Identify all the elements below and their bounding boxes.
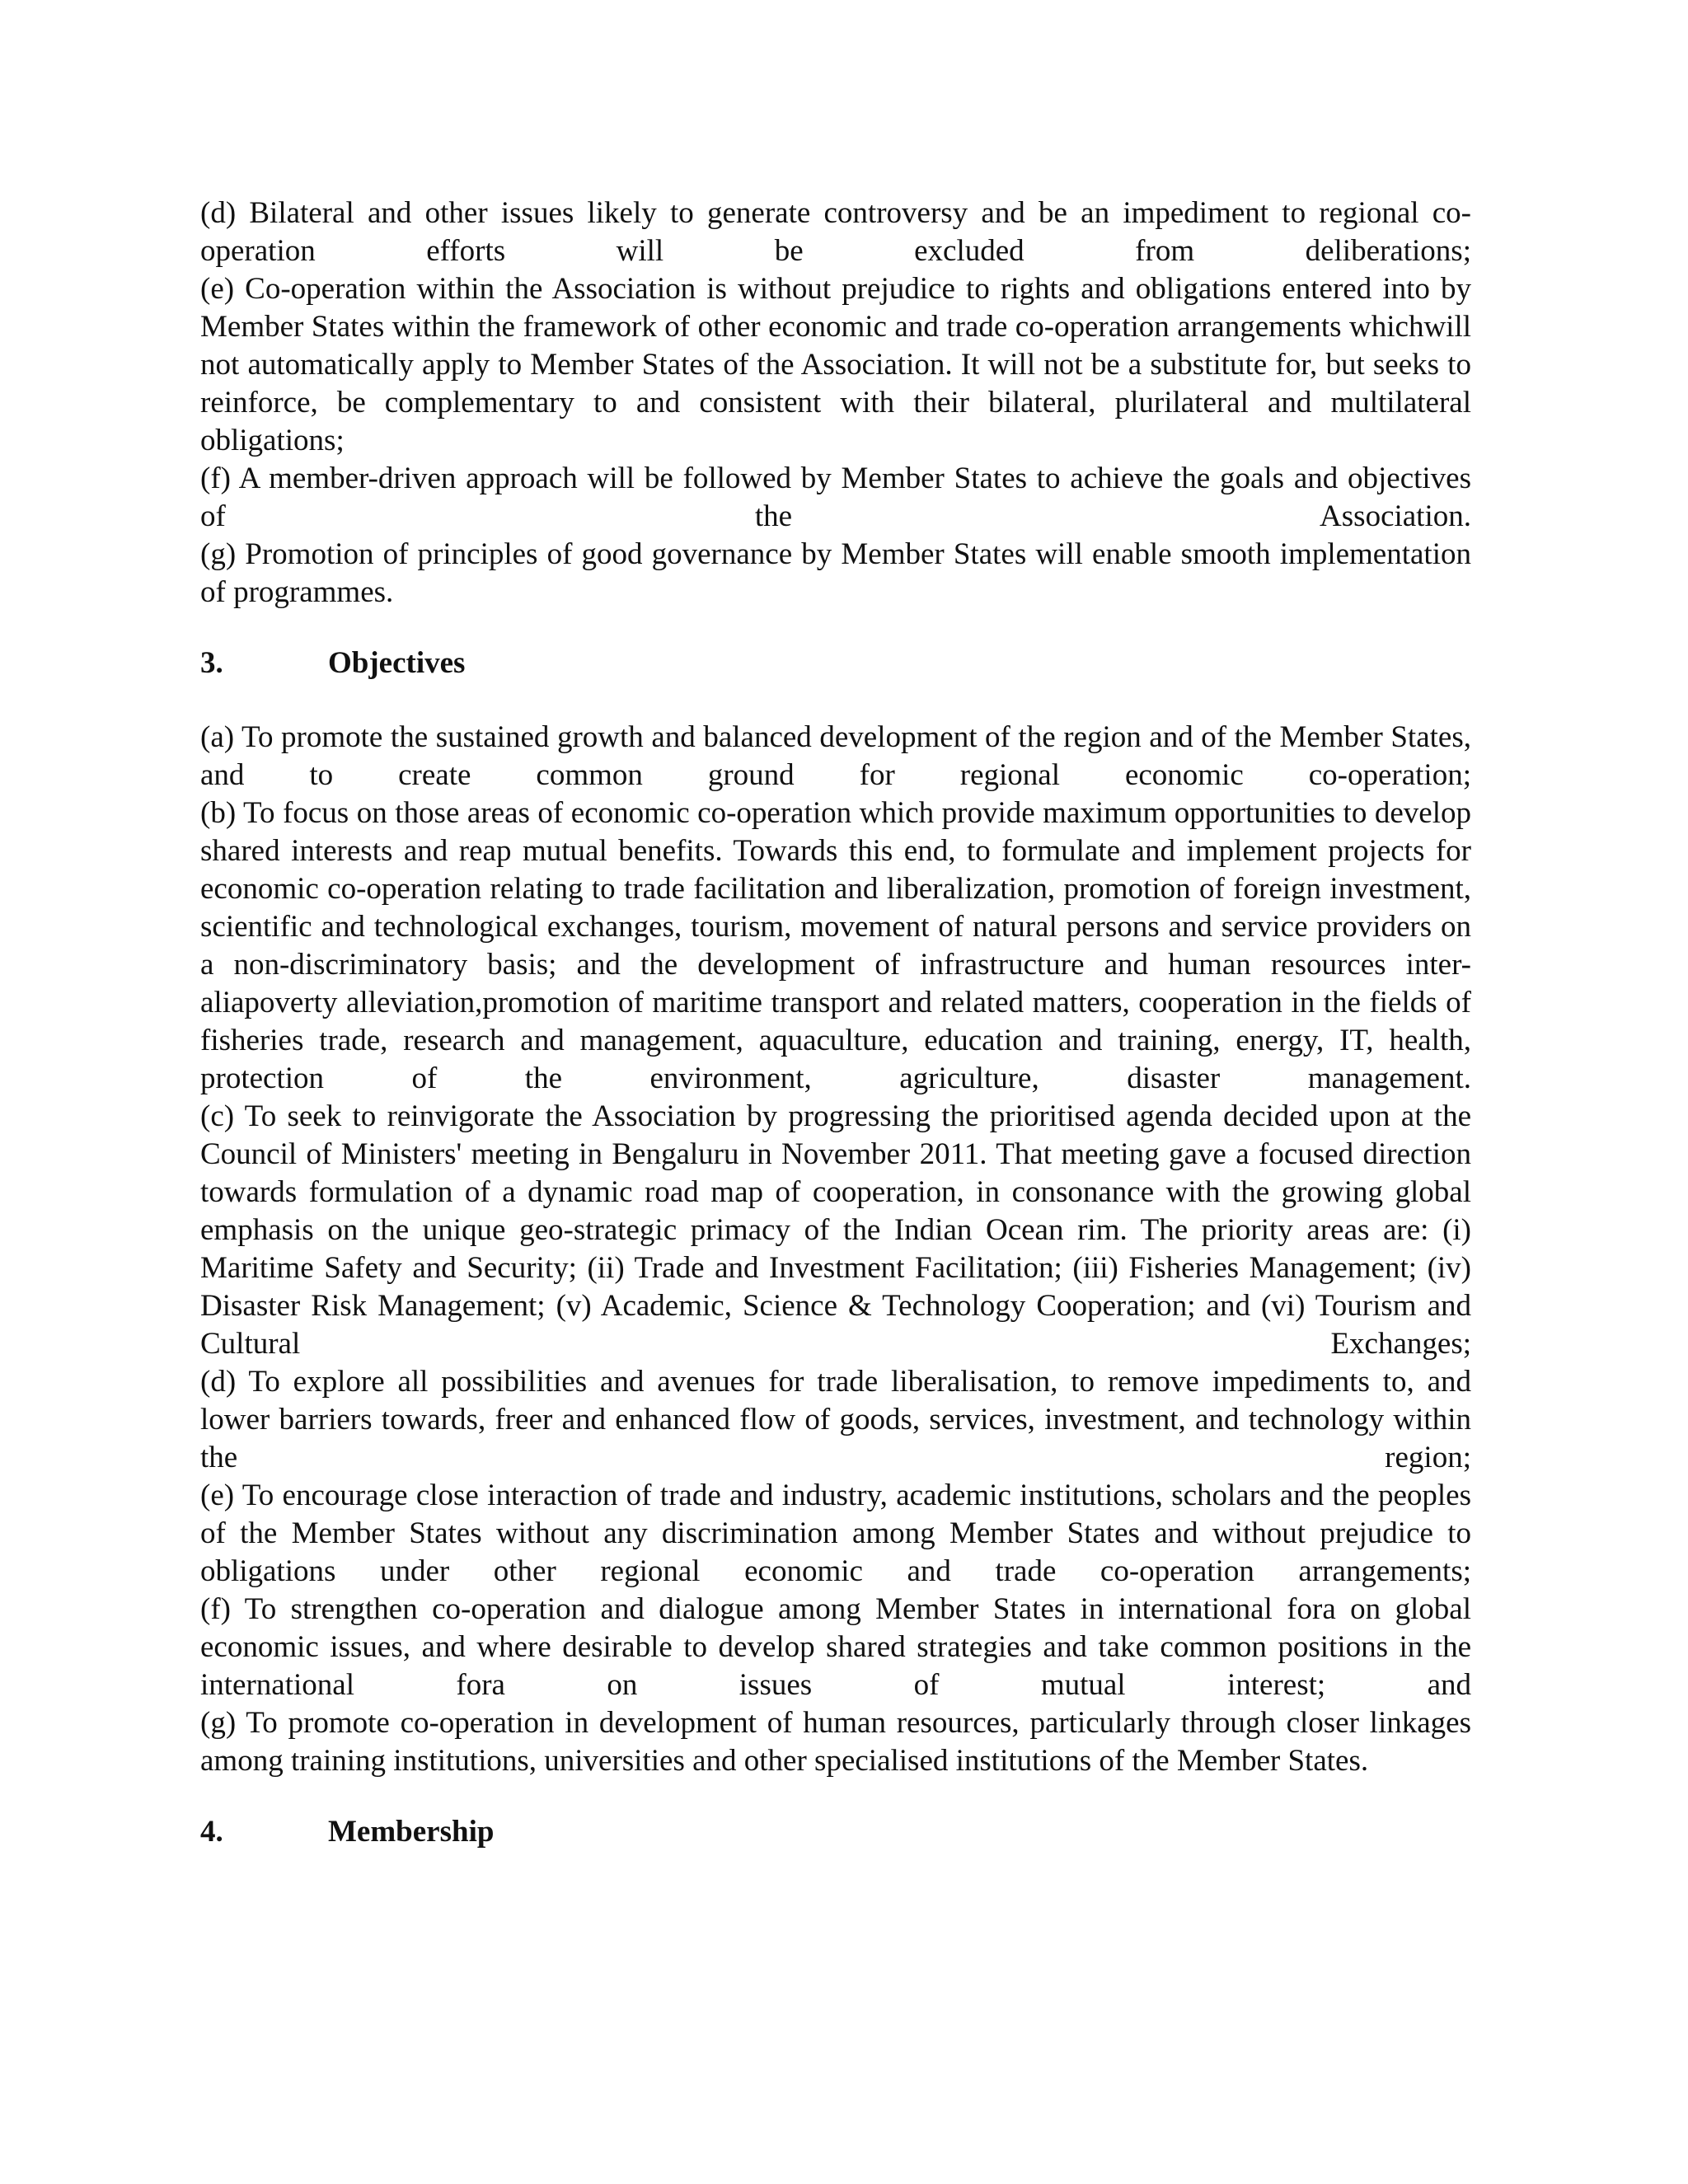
- objective-g: (g) To promote co-operation in development of human resources, particularly through closer linkages among training institutions, universities and other specialised institutions of the Member States.: [200, 1706, 1471, 1778]
- section-4-heading: [200, 1813, 1471, 1851]
- principle-d: (d) Bilateral and other issues likely to generate controversy and be an impediment to regional co-operation efforts will be excluded from deliberations;: [200, 196, 1471, 268]
- section-3-number: 3.: [200, 646, 223, 680]
- objective-b: (b) To focus on those areas of economic co-operation which provide maximum opportunities to develop shared interests and reap mutual benefits. Towards this end, to formulate and implement projects for economic co-operation relating to trade facilitation and liberalization, promotion of foreign investment, scientific and technological exchanges, tourism, movement of natural persons and service providers on a non-discriminatory basis; and the development of infrastructure and human resources inter-aliapoverty alleviation,promotion of maritime transport and related matters, cooperation in the fields of fisheries trade, research and management, aquaculture, education and training, energy, IT, health, protection of the environment, agriculture, disaster management.: [200, 796, 1471, 1095]
- objective-a: (a) To promote the sustained growth and balanced development of the region and of the Member States, and to create common ground for regional economic co-operation;: [200, 720, 1471, 792]
- principle-f: (f) A member-driven approach will be followed by Member States to achieve the goals and objectives of the Association.: [200, 462, 1471, 533]
- section-3-title: Objectives: [328, 646, 466, 680]
- document-page: [200, 194, 1471, 1851]
- objective-d: (d) To explore all possibilities and avenues for trade liberalisation, to remove impediments to, and lower barriers towards, freer and enhanced flow of goods, services, investment, and technology within the region;: [200, 1365, 1471, 1474]
- section-3-heading: [200, 644, 1471, 682]
- principle-g: (g) Promotion of principles of good governance by Member States will enable smooth implementation of programmes.: [200, 537, 1471, 609]
- objective-e: (e) To encourage close interaction of trade and industry, academic institutions, scholars and the peoples of the Member States without any discrimination among Member States and without prejudice to obligations under other regional economic and trade co-operation arrangements;: [200, 1479, 1471, 1588]
- principle-e: (e) Co-operation within the Association is without prejudice to rights and obligations entered into by Member States within the framework of other economic and trade co-operation arrangements whichwill not automatically apply to Member States of the Association. It will not be a substitute for, but seeks to reinforce, be complementary to and consistent with their bilateral, plurilateral and multilateral obligations;: [200, 272, 1471, 457]
- section-4-number: 4.: [200, 1815, 223, 1849]
- objective-f: (f) To strengthen co-operation and dialogue among Member States in international fora on global economic issues, and where desirable to develop shared strategies and take common positions in the international fora on issues of mutual interest; and: [200, 1592, 1471, 1702]
- objective-c: (c) To seek to reinvigorate the Association by progressing the prioritised agenda decided upon at the Council of Ministers' meeting in Bengaluru in November 2011. That meeting gave a focused direction towards formulation of a dynamic road map of cooperation, in consonance with the growing global emphasis on the unique geo-strategic primacy of the Indian Ocean rim. The priority areas are: (i) Maritime Safety and Security; (ii) Trade and Investment Facilitation; (iii) Fisheries Management; (iv) Disaster Risk Management; (v) Academic, Science & Technology Cooperation; and (vi) Tourism and Cultural Exchanges;: [200, 1099, 1471, 1361]
- section-4-title: Membership: [328, 1815, 495, 1849]
